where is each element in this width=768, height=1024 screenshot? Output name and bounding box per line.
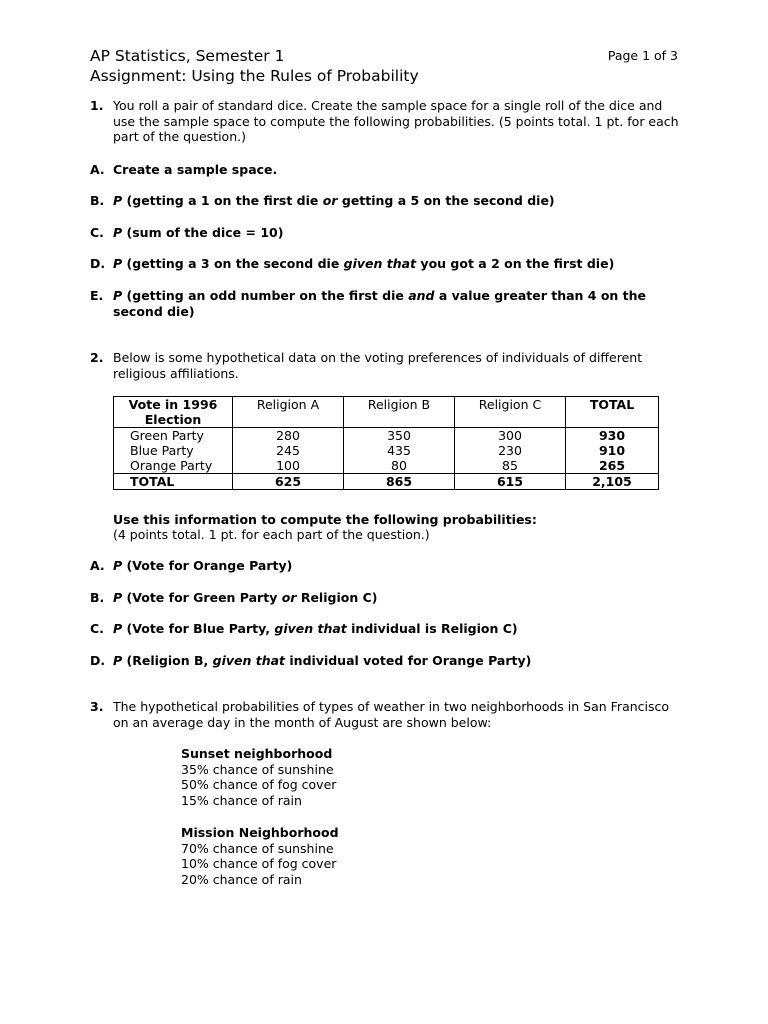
q2-part-d-em: given that [212, 653, 286, 668]
table-header-row [114, 397, 659, 428]
q2-part-d-post: individual voted for Orange Party) [285, 653, 532, 668]
sunset-line: 15% chance of rain [181, 792, 302, 808]
question-3-text: The hypothetical probabilities of types of weather in two neighborhoods in San Francisco on an average day in the month of August are shown below: [113, 699, 670, 730]
table-total-row [114, 474, 659, 490]
q1-part-a [90, 162, 690, 178]
sunset-line: 50% chance of fog cover [181, 777, 337, 792]
q2-part-b-label: B. [90, 590, 105, 605]
sunset-line: 35% chance of sunshine [181, 761, 334, 777]
q2-part-c-em: given that [274, 621, 347, 636]
q1-part-b-post: getting a 5 on the second die) [337, 193, 555, 208]
question-2-number: 2. [90, 350, 104, 365]
table-cell-total: 615 [455, 474, 566, 490]
course-title: AP Statistics, Semester 1 [90, 47, 285, 65]
table-cell-total: 265 [566, 458, 659, 474]
sunset-block [181, 746, 336, 808]
row-label: Orange Party [114, 458, 233, 474]
page-number: Page 1 of 3 [607, 48, 678, 63]
table-cell: 435 [344, 443, 455, 458]
table-cell-total: 930 [566, 428, 659, 444]
q1-part-a-label: A. [90, 162, 105, 177]
table-cell-total: 910 [566, 443, 659, 458]
row-label: Green Party [114, 428, 233, 444]
q2-part-b-pre: (Vote for Green Party [126, 590, 282, 605]
q2-part-c-pre: (Vote for Blue Party, [126, 621, 275, 636]
q2-part-c-post: individual is Religion C) [346, 621, 518, 636]
table-cell: 280 [233, 428, 344, 444]
q2-instruction: Use this information to compute the following probabilities: [113, 512, 537, 527]
table-cell-total: 865 [344, 474, 455, 490]
table-cell: 300 [455, 428, 566, 444]
question-3-number: 3. [90, 699, 104, 714]
table-row [114, 428, 659, 444]
q2-part-d: D. P (Religion B, given that individual voted for Orange Party) [90, 653, 532, 668]
mission-line: 20% chance of rain [181, 871, 302, 887]
q1-part-d-em: given that [343, 256, 417, 271]
q1-part-e-label: E. [90, 288, 104, 303]
q1-part-c: C. P (sum of the dice = 10) [90, 225, 284, 240]
mission-line: 70% chance of sunshine [181, 840, 334, 856]
mission-line: 10% chance of fog cover [181, 856, 337, 871]
q1-part-e: E. P (getting an odd number on the first die and a value greater than 4 on the second die) [90, 288, 647, 319]
sunset-heading: Sunset neighborhood [181, 746, 333, 761]
table-row [114, 458, 659, 474]
q1-part-b-pre: (getting a 1 on the first die [126, 193, 323, 208]
table-cell: 230 [455, 443, 566, 458]
q1-part-d-pre: (getting a 3 on the second die [126, 256, 344, 271]
q2-instruction-note: (4 points total. 1 pt. for each part of the question.) [113, 527, 430, 542]
q2-part-c: C. P (Vote for Blue Party, given that individual is Religion C) [90, 621, 518, 636]
header-religion-b: Religion B [344, 397, 455, 428]
question-2-text: Below is some hypothetical data on the voting preferences of individuals of different religious affiliations. [113, 350, 643, 381]
header-religion-c: Religion C [455, 397, 566, 428]
header-total: TOTAL [566, 397, 659, 428]
header-religion-a: Religion A [233, 397, 344, 428]
q2-part-d-label: D. [90, 653, 106, 668]
mission-heading: Mission Neighborhood [181, 825, 339, 840]
q1-part-e-em: and [408, 288, 435, 303]
q1-part-b-label: B. [90, 193, 105, 208]
question-1-number: 1. [90, 98, 104, 113]
row-label: Blue Party [114, 443, 233, 458]
q2-part-c-label: C. [90, 621, 104, 636]
q2-part-a: A. P (Vote for Orange Party) [90, 558, 293, 573]
q1-part-d: D. P (getting a 3 on the second die given that you got a 2 on the first die) [90, 256, 615, 271]
table-row [114, 443, 659, 458]
q1-part-a-text: Create a sample space. [113, 162, 278, 177]
table-cell: 245 [233, 443, 344, 458]
q2-part-d-pre: (Religion B, [126, 653, 213, 668]
q1-part-b-em: or [322, 193, 338, 208]
table-cell: 350 [344, 428, 455, 444]
q2-part-b-em: or [281, 590, 297, 605]
q1-part-b: B. P (getting a 1 on the first die or getting a 5 on the second die) [90, 193, 555, 208]
header-vote: Vote in 1996 Election [114, 397, 233, 428]
voting-table [113, 396, 659, 490]
q1-part-e-post: a value greater than 4 on the second die) [113, 288, 647, 319]
q1-part-d-label: D. [90, 256, 106, 271]
q2-part-a-label: A. [90, 558, 105, 573]
mission-block [181, 825, 339, 887]
q2-part-b-post: Religion C) [296, 590, 378, 605]
question-1-text: You roll a pair of standard dice. Create the sample space for a single roll of the dice and use the sample space to compute the following probabilities. (5 points total. 1 pt. for each part of the question.) [113, 98, 679, 144]
table-cell-grand-total: 2,105 [566, 474, 659, 490]
table-cell: 85 [455, 458, 566, 474]
table-cell-total: 625 [233, 474, 344, 490]
q1-part-e-pre: (getting an odd number on the first die [126, 288, 409, 303]
q2-part-a-pre: (Vote for Orange Party) [126, 558, 293, 573]
row-label-total: TOTAL [114, 474, 233, 490]
assignment-title: Assignment: Using the Rules of Probability [90, 67, 419, 85]
table-cell: 100 [233, 458, 344, 474]
q2-part-b: B. P (Vote for Green Party or Religion C) [90, 590, 378, 605]
q1-part-c-label: C. [90, 225, 104, 240]
q1-part-d-post: you got a 2 on the first die) [416, 256, 615, 271]
q1-part-c-pre: (sum of the dice = 10) [126, 225, 284, 240]
table-cell: 80 [344, 458, 455, 474]
